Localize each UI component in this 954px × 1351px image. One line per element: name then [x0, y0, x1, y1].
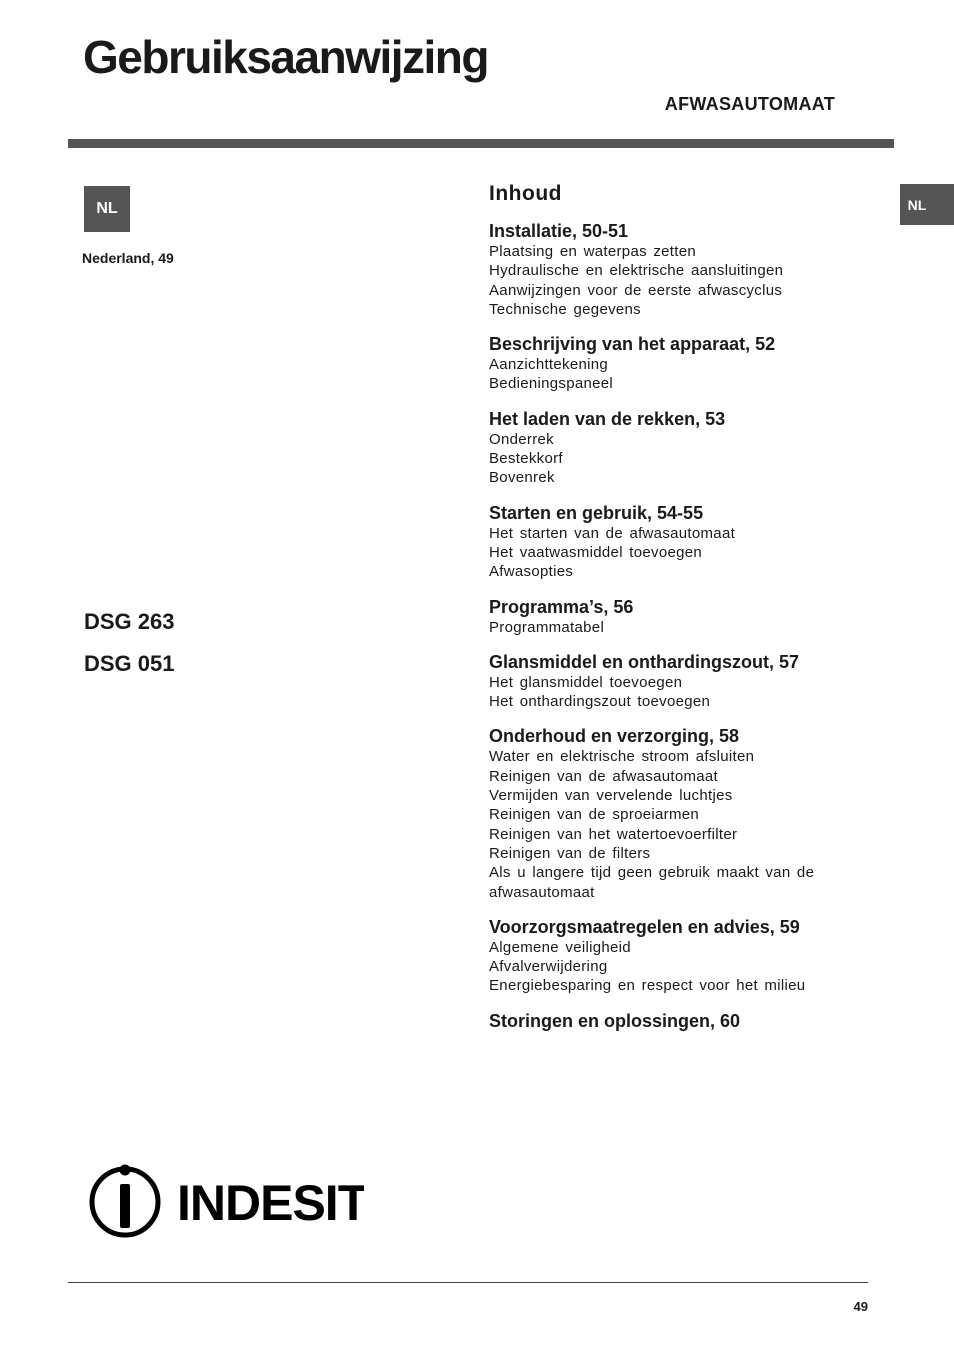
toc-item: Reinigen van de filters	[489, 844, 651, 862]
toc-item: Afwasopties	[489, 563, 574, 581]
toc-section	[489, 502, 849, 582]
indesit-logo	[89, 1164, 364, 1239]
toc-section-title: Installatie, 50-51	[489, 221, 629, 241]
toc-section	[489, 651, 849, 712]
toc-section-title: Beschrijving van het apparaat, 52	[489, 334, 776, 355]
toc-item: Afvalverwijdering	[489, 958, 608, 976]
toc-section	[489, 333, 849, 394]
toc-section	[489, 408, 849, 488]
page-title: Gebruiksaanwijzing	[83, 31, 488, 83]
toc-item: Hydraulische en elektrische aansluitingen	[489, 262, 784, 280]
toc-section	[489, 220, 849, 319]
toc-section	[489, 725, 849, 901]
toc-item: Reinigen van de sproeiarmen	[489, 806, 700, 824]
table-of-contents	[489, 182, 849, 1046]
model-name: DSG 051	[84, 651, 175, 676]
country-index: Nederland, 49	[82, 250, 174, 266]
toc-item: Programmatabel	[489, 618, 605, 636]
toc-item: Aanwijzingen voor de eerste afwascyclus	[489, 281, 783, 299]
language-tab: NL	[900, 184, 954, 225]
toc-section-title: Voorzorgsmaatregelen en advies, 59	[489, 916, 800, 937]
language-badge: NL	[84, 186, 130, 232]
toc-item: Bedieningspaneel	[489, 375, 614, 393]
toc-section-title: Onderhoud en verzorging, 58	[489, 726, 740, 747]
header-divider	[68, 139, 894, 148]
toc-item: Bestekkorf	[489, 450, 563, 468]
toc-heading: Inhoud	[489, 182, 562, 205]
toc-section	[489, 596, 849, 637]
toc-item: Bovenrek	[489, 469, 555, 487]
toc-item: Algemene veiligheid	[489, 938, 631, 956]
toc-section-title: Starten en gebruik, 54-55	[489, 502, 704, 523]
toc-section	[489, 916, 849, 996]
logo-wordmark: INDESIT	[177, 1175, 364, 1231]
indesit-i-circle-icon	[89, 1164, 364, 1239]
toc-item: Het glansmiddel toevoegen	[489, 673, 683, 691]
toc-item: Het vaatwasmiddel toevoegen	[489, 543, 703, 561]
toc-item: Energiebesparing en respect voor het milieu	[489, 977, 806, 995]
toc-item: Plaatsing en waterpas zetten	[489, 243, 697, 260]
toc-item: Technische gegevens	[489, 300, 641, 318]
toc-item: Het starten van de afwasautomaat	[489, 524, 736, 542]
model-name: DSG 263	[84, 609, 175, 634]
page-number: 49	[853, 1299, 868, 1314]
footer-divider	[68, 1282, 868, 1283]
toc-sections	[489, 220, 849, 1032]
toc-section	[489, 1010, 849, 1032]
toc-section-title: Glansmiddel en onthardingszout, 57	[489, 651, 800, 672]
toc-item: Als u langere tijd geen gebruik maakt van de afwasautomaat	[489, 864, 815, 901]
toc-section-title: Programma’s, 56	[489, 596, 634, 617]
toc-item: Vermijden van vervelende luchtjes	[489, 787, 733, 805]
toc-section-title: Storingen en oplossingen, 60	[489, 1010, 741, 1031]
toc-section-title: Het laden van de rekken, 53	[489, 408, 726, 429]
toc-item: Reinigen van het watertoevoerfilter	[489, 825, 738, 843]
toc-item: Water en elektrische stroom afsluiten	[489, 748, 755, 766]
toc-item: Aanzichttekening	[489, 356, 609, 374]
product-type: AFWASAUTOMAAT	[664, 94, 835, 114]
toc-item: Het onthardingszout toevoegen	[489, 693, 711, 711]
toc-item: Reinigen van de afwasautomaat	[489, 767, 719, 785]
toc-item: Onderrek	[489, 430, 554, 448]
